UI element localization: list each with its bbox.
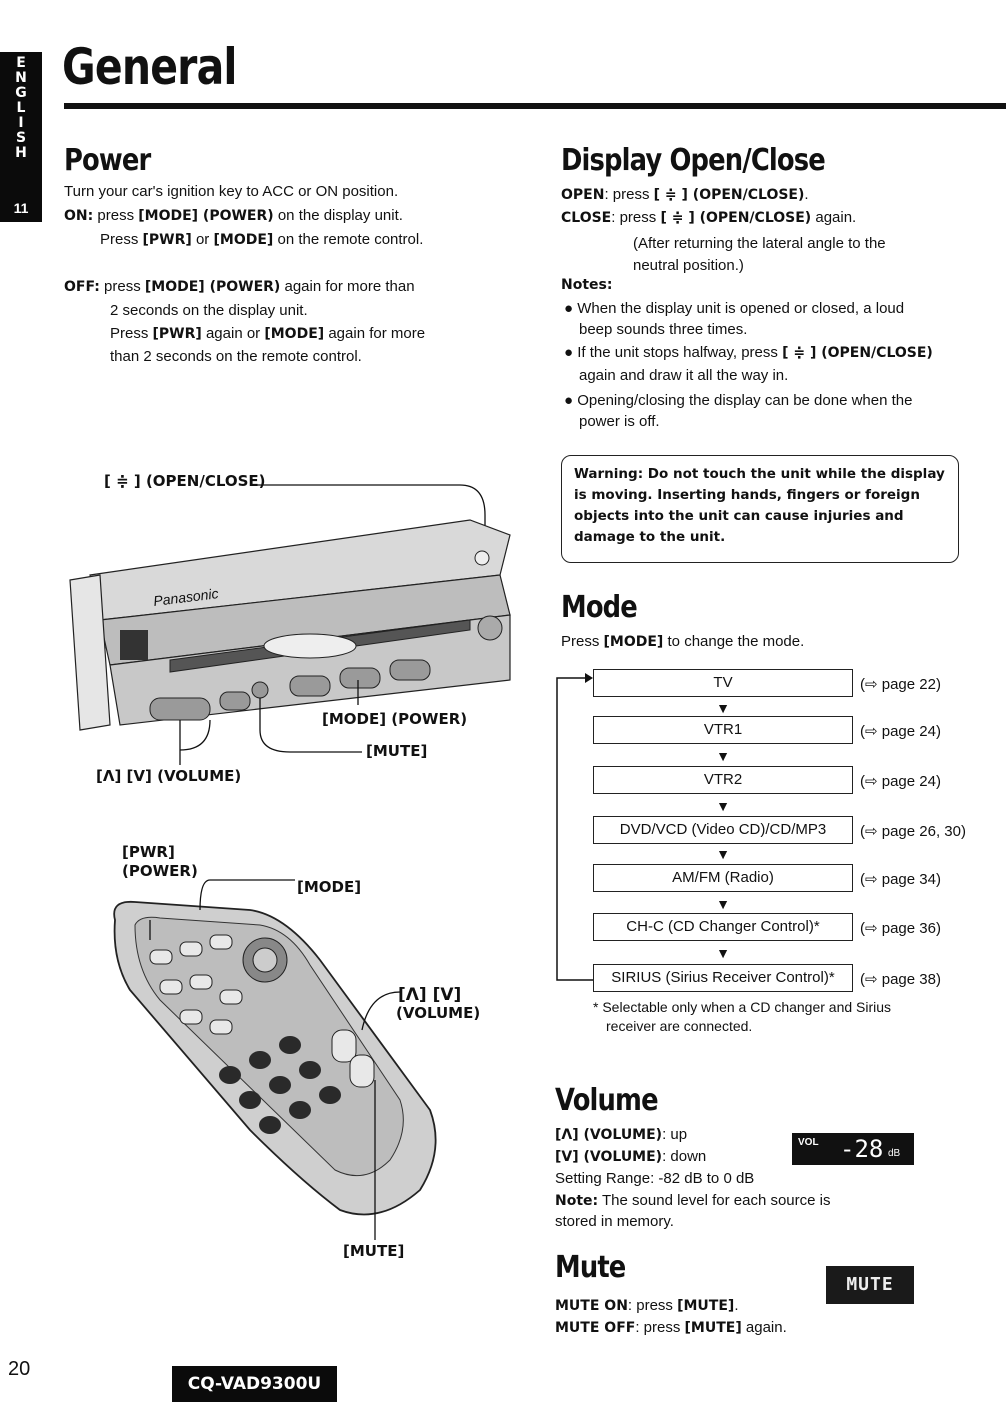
text: If the unit stops halfway, press (577, 344, 783, 361)
open-label: OPEN (561, 187, 605, 203)
power-off-line4: than 2 seconds on the remote control. (110, 348, 362, 365)
text: on the display unit. (273, 207, 403, 224)
power-off-line2: 2 seconds on the display unit. (110, 302, 308, 319)
side-letter: L (16, 100, 26, 116)
mode-page-vtr1: (⇨ page 24) (860, 723, 941, 740)
head-unit-illustration (70, 480, 520, 780)
pwr-callout: [PWR] (122, 843, 175, 861)
mode-footnote-1: * Selectable only when a CD changer and Sirius (593, 999, 892, 1015)
text: press (93, 207, 139, 224)
display-heading: Display Open/Close (561, 143, 825, 178)
title-rule (64, 103, 1006, 109)
display-open-line (561, 183, 809, 207)
arrow-down-icon: ▼ (716, 700, 730, 716)
language-side-tab (0, 52, 42, 222)
brand-text: Panasonic (152, 585, 220, 609)
note-1b: beep sounds three times. (579, 321, 748, 338)
text: to change the mode. (663, 633, 805, 650)
mode-item-sirius: SIRIUS (Sirius Receiver Control)* (593, 964, 853, 992)
text: : press (635, 1319, 685, 1336)
key: [PWR] (142, 232, 192, 248)
mode-callout: [MODE] (297, 878, 362, 896)
mode-footnote-2: receiver are connected. (606, 1018, 753, 1034)
mute-display: MUTE (826, 1266, 914, 1304)
side-tab-letters (0, 56, 42, 161)
arrow-down-icon: ▼ (716, 945, 730, 961)
close-label: CLOSE (561, 210, 612, 226)
volume-callout: [Λ] [V] (VOLUME) (96, 767, 242, 785)
volume-heading: Volume (555, 1083, 658, 1118)
mode-item-dvd: DVD/VCD (Video CD)/CD/MP3 (593, 816, 853, 844)
model-badge: CQ-VAD9300U (172, 1366, 337, 1402)
power-off-line (64, 275, 415, 299)
open-close-callout: [ ≑ ] (OPEN/CLOSE) (104, 472, 266, 490)
mode-intro (561, 630, 804, 654)
text: The sound level for each source is (598, 1192, 831, 1209)
page-title: General (62, 38, 237, 96)
key: [MODE] (213, 232, 274, 248)
volume-display (792, 1133, 914, 1165)
off-label: MUTE OFF (555, 1320, 636, 1336)
mute-on-line (555, 1294, 738, 1318)
mode-page-dvd: (⇨ page 26, 30) (860, 823, 966, 840)
mode-page-sirius: (⇨ page 38) (860, 971, 941, 988)
power-off-line3 (110, 322, 425, 346)
power-on-line2 (100, 228, 423, 252)
on-label: ON: (64, 208, 94, 224)
key: [MODE] (264, 326, 325, 342)
note-1a: ● When the display unit is opened or closed, a loud (564, 300, 905, 317)
side-letter: S (15, 130, 27, 146)
mode-item-vtr1: VTR1 (593, 716, 853, 744)
arrow-down-icon: ▼ (716, 896, 730, 912)
page-number: 20 (8, 1358, 31, 1380)
key: [MODE] (POWER) (138, 208, 274, 224)
volume-display-value: -28 (840, 1135, 884, 1163)
key: [ ≑ ] (OPEN/CLOSE) (660, 210, 812, 226)
mute-callout: [MUTE] (366, 742, 428, 760)
remote-control-illustration (100, 880, 460, 1240)
warning-box (561, 455, 959, 563)
volume-display-label: VOL (798, 1137, 819, 1148)
display-paren-2: neutral position.) (633, 257, 744, 274)
note-3a: ● Opening/closing the display can be done when the (564, 392, 913, 409)
side-letter: I (18, 115, 24, 131)
mode-page-tv: (⇨ page 22) (860, 676, 941, 693)
mute-heading: Mute (555, 1250, 626, 1285)
power-on-line (64, 204, 403, 228)
arrow-down-icon: ▼ (716, 846, 730, 862)
key: [MODE] (POWER) (144, 279, 281, 295)
mode-item-changer: CH-C (CD Changer Control)* (593, 913, 853, 941)
key: [MODE] (603, 634, 664, 650)
key: [PWR] (152, 326, 202, 342)
side-letter: G (15, 85, 27, 101)
volume-display-unit: dB (888, 1148, 901, 1159)
remote-mute-callout: [MUTE] (343, 1242, 405, 1260)
note-label: Note: (555, 1193, 599, 1209)
power-heading: Power (64, 143, 151, 178)
note-2a: ● If the unit stops halfway, press [ ≑ ] (OPEN/CLOSE) (564, 344, 933, 361)
notes-label: Notes: (561, 277, 613, 293)
volume-range: Setting Range: -82 dB to 0 dB (555, 1170, 755, 1187)
display-close-line (561, 206, 856, 230)
warning-text: Warning: Do not touch the unit while the display is moving. Inserting hands, fingers or foreign objects into the unit can cause injuries and damage to the unit. (574, 466, 945, 545)
mode-item-vtr2: VTR2 (593, 766, 853, 794)
text: When the display unit is opened or closed, a loud (577, 300, 905, 317)
side-letter: H (15, 145, 27, 161)
text: Press (110, 325, 153, 342)
mode-item-tv: TV (593, 669, 853, 697)
side-tab-number: 11 (13, 200, 29, 216)
mute-off-line (555, 1316, 787, 1340)
note-3b: power is off. (579, 413, 660, 430)
remote-volume-callout: (VOLUME) (396, 1004, 481, 1022)
text: : up (662, 1126, 688, 1143)
text: : press (604, 186, 654, 203)
key: [V] (VOLUME) (555, 1149, 663, 1165)
text: : press (611, 209, 661, 226)
text: again for more (324, 325, 426, 342)
text: again or (201, 325, 265, 342)
on-label: MUTE ON (555, 1298, 628, 1314)
volume-down-line (555, 1145, 706, 1169)
key: [ ≑ ] (OPEN/CLOSE) (782, 345, 933, 361)
note-2b: again and draw it all the way in. (579, 367, 789, 384)
volume-up-line (555, 1123, 687, 1147)
key: [MUTE] (684, 1320, 742, 1336)
mode-page-radio: (⇨ page 34) (860, 871, 941, 888)
side-letter: E (16, 55, 26, 71)
text: . (804, 186, 809, 203)
off-label: OFF: (64, 279, 100, 295)
text: : down (662, 1148, 707, 1165)
key: [MUTE] (677, 1298, 735, 1314)
text: or (191, 231, 214, 248)
text: on the remote control. (273, 231, 424, 248)
mode-item-radio: AM/FM (Radio) (593, 864, 853, 892)
text: : press (627, 1297, 678, 1314)
text: press (99, 278, 145, 295)
text: again. (741, 1319, 787, 1336)
display-paren-1: (After returning the lateral angle to the (633, 235, 886, 252)
key: [ ≑ ] (OPEN/CLOSE) (653, 187, 805, 203)
volume-note-line2: stored in memory. (555, 1213, 674, 1230)
key: [Λ] (VOLUME) (555, 1127, 663, 1143)
arrow-down-icon: ▼ (716, 748, 730, 764)
text: . (734, 1297, 739, 1314)
arrow-down-icon: ▼ (716, 798, 730, 814)
mode-page-changer: (⇨ page 36) (860, 920, 941, 937)
mode-heading: Mode (561, 590, 637, 625)
text: Press (561, 633, 604, 650)
side-letter: N (15, 70, 27, 86)
text: again. (811, 209, 857, 226)
text: Opening/closing the display can be done when the (577, 392, 913, 409)
power-intro: Turn your car's ignition key to ACC or ON position. (64, 183, 399, 200)
mode-power-callout: [MODE] (POWER) (322, 710, 468, 728)
text: again for more than (280, 278, 415, 295)
mode-page-vtr2: (⇨ page 24) (860, 773, 941, 790)
remote-volume-keys-callout: [Λ] [V] (398, 985, 462, 1005)
text: Press (100, 231, 143, 248)
power-callout: (POWER) (122, 862, 198, 880)
